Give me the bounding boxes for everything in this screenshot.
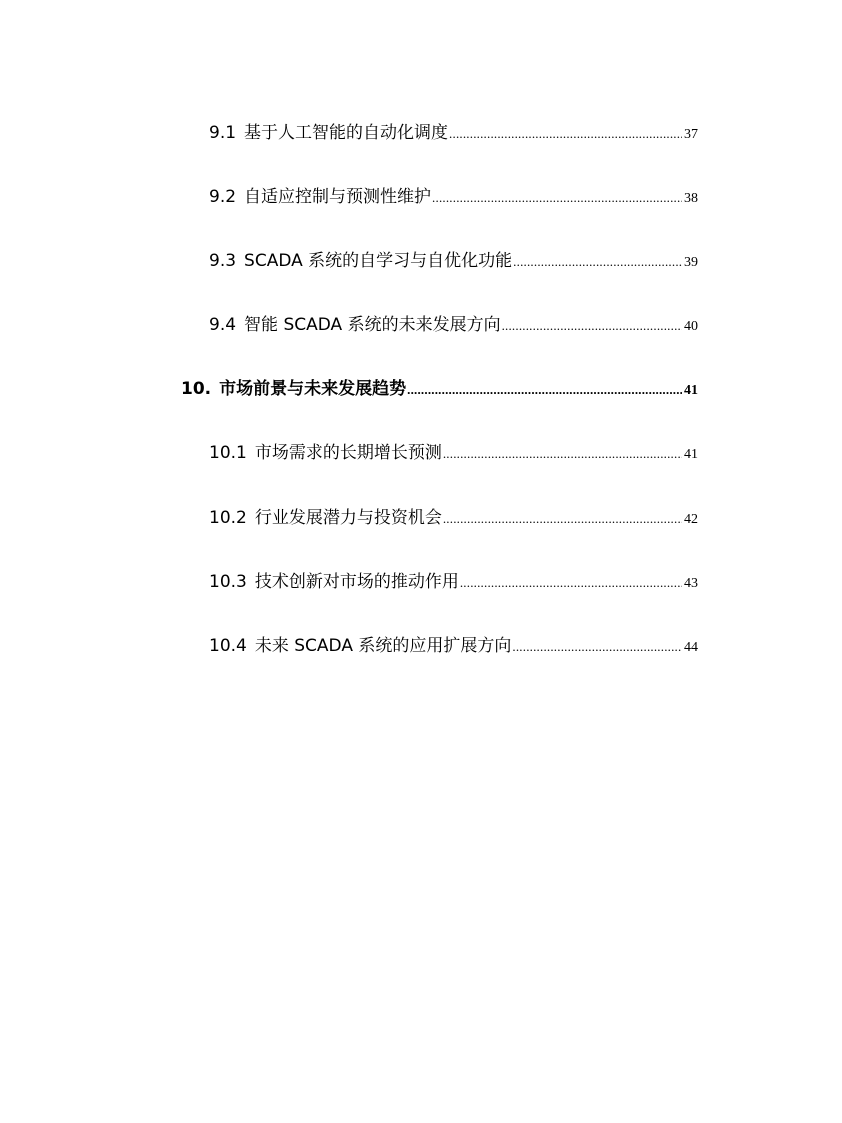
toc-entry-title: 基于人工智能的自动化调度 xyxy=(244,123,449,143)
toc-page-number: 44 xyxy=(684,640,698,655)
toc-dot-leader xyxy=(407,382,682,398)
toc-page-number: 40 xyxy=(684,319,698,334)
toc-dot-leader xyxy=(443,511,682,527)
toc-entry-9-3[interactable] xyxy=(209,246,698,272)
toc-entry-title: 智能 SCADA 系统的未来发展方向 xyxy=(244,315,501,335)
toc-entry-10-1[interactable] xyxy=(209,438,698,464)
toc-page-number: 41 xyxy=(684,383,698,398)
toc-entry-title: 未来 SCADA 系统的应用扩展方向 xyxy=(254,636,512,656)
toc-dot-leader xyxy=(432,190,682,206)
toc-entry-number: 10.1 xyxy=(209,443,247,463)
toc-entry-title: 市场前景与未来发展趋势 xyxy=(219,379,407,399)
toc-entry-number: 10.2 xyxy=(209,508,247,528)
toc-dot-leader xyxy=(513,254,682,270)
toc-page-number: 43 xyxy=(684,576,698,591)
toc-dot-leader xyxy=(512,639,682,655)
toc-entry-title: 行业发展潜力与投资机会 xyxy=(254,508,442,528)
toc-entry-number: 9.4 xyxy=(209,315,237,335)
toc-dot-leader xyxy=(449,126,682,142)
toc-entry-number: 9.2 xyxy=(209,187,237,207)
toc-entry-number: 10. xyxy=(181,379,212,399)
toc-entry-10[interactable] xyxy=(181,374,698,400)
toc-page-number: 39 xyxy=(684,255,698,270)
toc-entry-number: 9.3 xyxy=(209,251,237,271)
toc-entry-9-4[interactable] xyxy=(209,310,698,336)
toc-page-number: 42 xyxy=(684,512,698,527)
toc-page-number: 37 xyxy=(684,127,698,142)
toc-entry-10-4[interactable] xyxy=(209,631,698,657)
toc-dot-leader xyxy=(460,575,682,591)
toc-dot-leader xyxy=(502,318,682,334)
toc-entry-number: 10.4 xyxy=(209,636,247,656)
toc-entry-10-3[interactable] xyxy=(209,567,698,593)
toc-entry-10-2[interactable] xyxy=(209,503,698,529)
toc-entry-number: 9.1 xyxy=(209,123,237,143)
toc-entry-title: 技术创新对市场的推动作用 xyxy=(254,572,459,592)
toc-entry-title: 市场需求的长期增长预测 xyxy=(254,443,442,463)
toc-entry-9-2[interactable] xyxy=(209,182,698,208)
toc-page-number: 41 xyxy=(684,447,698,462)
toc-entry-title: 自适应控制与预测性维护 xyxy=(244,187,432,207)
toc-entry-number: 10.3 xyxy=(209,572,247,592)
toc-entry-title: SCADA 系统的自学习与自优化功能 xyxy=(244,251,513,271)
toc-dot-leader xyxy=(443,446,682,462)
toc-entry-9-1[interactable] xyxy=(209,118,698,144)
toc-page-number: 38 xyxy=(684,191,698,206)
